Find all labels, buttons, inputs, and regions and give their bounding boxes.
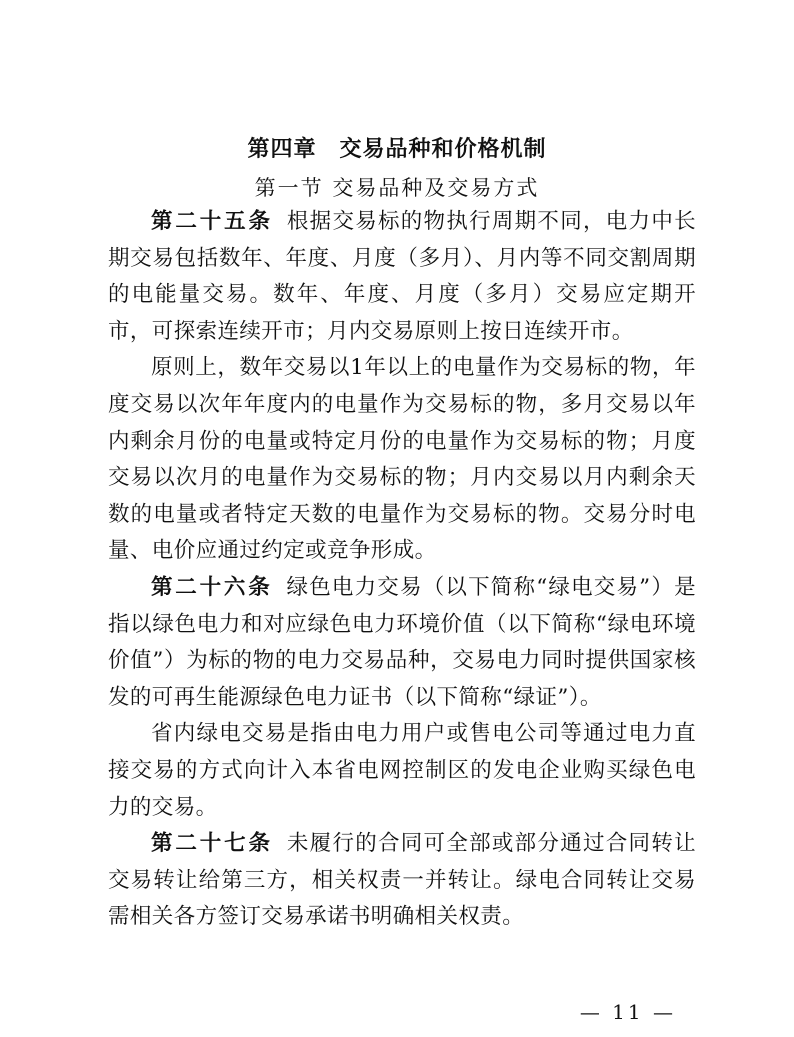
paragraph-text: 省内绿电交易是指由电力用户或售电公司等通过电力直接交易的方式向计入本省电网控制区的发电企业购买绿色电力的交易。 (108, 721, 696, 820)
article-number: 第二十六条 (151, 574, 273, 600)
section-title: 第一节 交易品种及交易方式 (254, 176, 540, 200)
article-number: 第二十七条 (151, 831, 273, 857)
paragraph-text: 原则上，数年交易以1年以上的电量作为交易标的物，年度交易以次年年度内的电量作为交易标的物，多月交易以年内剩余月份的电量或特定月份的电量作为交易标的物；月度交易以次月的电量作为交易标的物；月内交易以月内剩余天数的电量或者特定天数的电量作为交易标的物。交易分时电量、电价应通过约定或竞争形成。 (108, 355, 696, 564)
paragraph-article-26 (108, 570, 696, 716)
paragraph-article-27 (108, 826, 696, 936)
paragraph-text: 绿色电力交易（以下简称“绿电交易”）是指以绿色电力和对应绿色电力环境价值（以下简称“绿电环境价值”）为标的物的电力交易品种，交易电力同时提供国家核发的可再生能源绿色电力证书（以下简称“绿证”）。 (108, 574, 696, 710)
page-number: — 11 — (579, 1000, 676, 1024)
paragraph-text: 根据交易标的物执行周期不同，电力中长期交易包括数年、年度、月度（多月）、月内等不同交割周期的电能量交易。数年、年度、月度（多月）交易应定期开市，可探索连续开市；月内交易原则上按日连续开市。 (108, 209, 696, 344)
paragraph (108, 350, 696, 570)
article-number: 第二十五条 (151, 209, 273, 234)
paragraph-article-25 (108, 204, 696, 350)
chapter-title: 第四章 交易品种和价格机制 (247, 137, 547, 162)
paragraph-text: 未履行的合同可全部或部分通过合同转让交易转让给第三方，相关权责一并转让。绿电合同转让交易需相关各方签订交易承诺书明确相关权责。 (108, 831, 696, 930)
paragraph (108, 716, 696, 826)
body-text (108, 204, 696, 936)
